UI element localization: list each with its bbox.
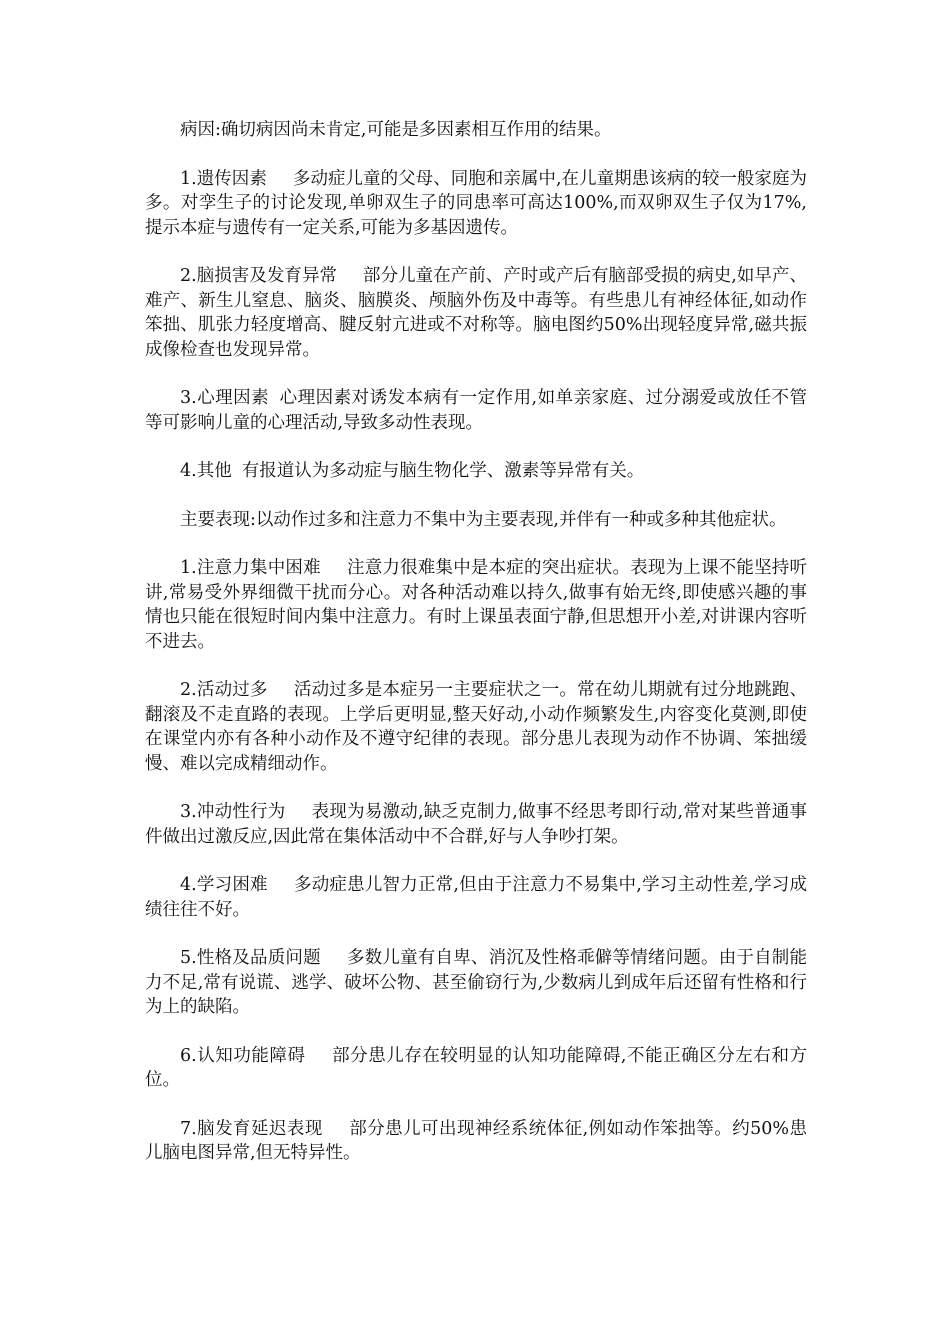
- symptoms-intro: [145, 508, 807, 533]
- symptom-item-heading: 7.脑发育延迟表现: [180, 1118, 323, 1139]
- etiology-item-genetic: [145, 167, 807, 241]
- symptom-item-heading: 2.活动过多: [180, 680, 268, 700]
- etiology-item-brain-damage: [145, 264, 807, 362]
- symptom-item-attention: [145, 556, 807, 654]
- etiology-item-heading: 2.脑损害及发育异常: [180, 266, 338, 286]
- symptom-item-heading: 1.注意力集中困难: [180, 558, 321, 578]
- etiology-item-heading: 1.遗传因素: [180, 168, 267, 189]
- symptom-item-impulsivity: [145, 800, 807, 849]
- symptom-item-text: 部分患儿可出现神经系统体征,例如动作笨拙等。约50%患儿脑电图异常,但无特异性。: [145, 1118, 807, 1163]
- etiology-item-text: 多动症儿童的父母、同胞和亲属中,在儿童期患该病的较一般家庭为多。对孪生子的讨论发现,单卵双生子的同患率可高达100%,而双卵双生子仅为17%,提示本症与遗传有一定关系,可能为多基因遗传。: [145, 168, 807, 238]
- symptom-item-developmental-delay: [145, 1117, 807, 1166]
- etiology-item-text: 有报道认为多动症与脑生物化学、激素等异常有关。: [241, 461, 645, 481]
- symptom-item-heading: 4.学习困难: [180, 875, 268, 895]
- symptom-item-character: [145, 946, 807, 1020]
- symptom-item-heading: 6.认知功能障碍: [180, 1045, 306, 1066]
- etiology-item-text: 部分儿童在产前、产时或产后有脑部受损的病史,如早产、难产、新生儿窒息、脑炎、脑膜炎、颅脑外伤及中毒等。有些患儿有神经体征,如动作笨拙、肌张力轻度增高、腱反射亢进或不对称等。脑电图约50%出现轻度异常,磁共振成像检查也发现异常。: [145, 266, 807, 360]
- symptom-item-heading: 3.冲动性行为: [180, 802, 286, 822]
- symptom-item-text: 部分患儿存在较明显的认知功能障碍,不能正确区分左右和方位。: [145, 1045, 808, 1090]
- symptom-item-learning: [145, 873, 807, 922]
- symptom-item-text: 注意力很难集中是本症的突出症状。表现为上课不能坚持听讲,常易受外界细微干扰而分心。对各种活动难以持久,做事有始无终,即使感兴趣的事情也只能在很短时间内集中注意力。有时上课虽表面宁静,但思想开小差,对讲课内容听不进去。: [145, 558, 807, 652]
- symptom-item-heading: 5.性格及品质问题: [180, 948, 321, 968]
- etiology-item-heading: 4.其他: [180, 461, 232, 481]
- etiology-intro: [145, 118, 807, 143]
- etiology-item-other: [145, 459, 807, 484]
- symptoms-intro-text: 主要表现:以动作过多和注意力不集中为主要表现,并伴有一种或多种其他症状。: [180, 509, 787, 530]
- etiology-intro-text: 病因:确切病因尚未肯定,可能是多因素相互作用的结果。: [180, 120, 612, 140]
- etiology-item-text: 心理因素对诱发本病有一定作用,如单亲家庭、过分溺爱或放任不管等可影响儿童的心理活动,导致多动性表现。: [145, 388, 808, 433]
- etiology-item-psychological: [145, 386, 807, 435]
- symptom-item-text: 活动过多是本症另一主要症状之一。常在幼儿期就有过分地跳跑、翻滚及不走直路的表现。上学后更明显,整天好动,小动作频繁发生,内容变化莫测,即使在课堂内亦有各种小动作及不遵守纪律的表现。部分患儿表现为动作不协调、笨拙缓慢、难以完成精细动作。: [145, 680, 807, 774]
- etiology-item-heading: 3.心理因素: [180, 388, 270, 408]
- symptom-item-text: 表现为易激动,缺乏克制力,做事不经思考即行动,常对某些普通事件做出过激反应,因此常在集体活动中不合群,好与人争吵打架。: [145, 802, 807, 847]
- document-body: [145, 118, 807, 1166]
- symptom-item-text: 多数儿童有自卑、消沉及性格乖僻等情绪问题。由于自制能力不足,常有说谎、逃学、破坏公物、甚至偷窃行为,少数病儿到成年后还留有性格和行为上的缺陷。: [145, 948, 807, 1017]
- symptom-item-text: 多动症患儿智力正常,但由于注意力不易集中,学习主动性差,学习成绩往往不好。: [145, 875, 808, 920]
- symptom-item-cognitive: [145, 1044, 807, 1093]
- symptom-item-hyperactivity: [145, 678, 807, 776]
